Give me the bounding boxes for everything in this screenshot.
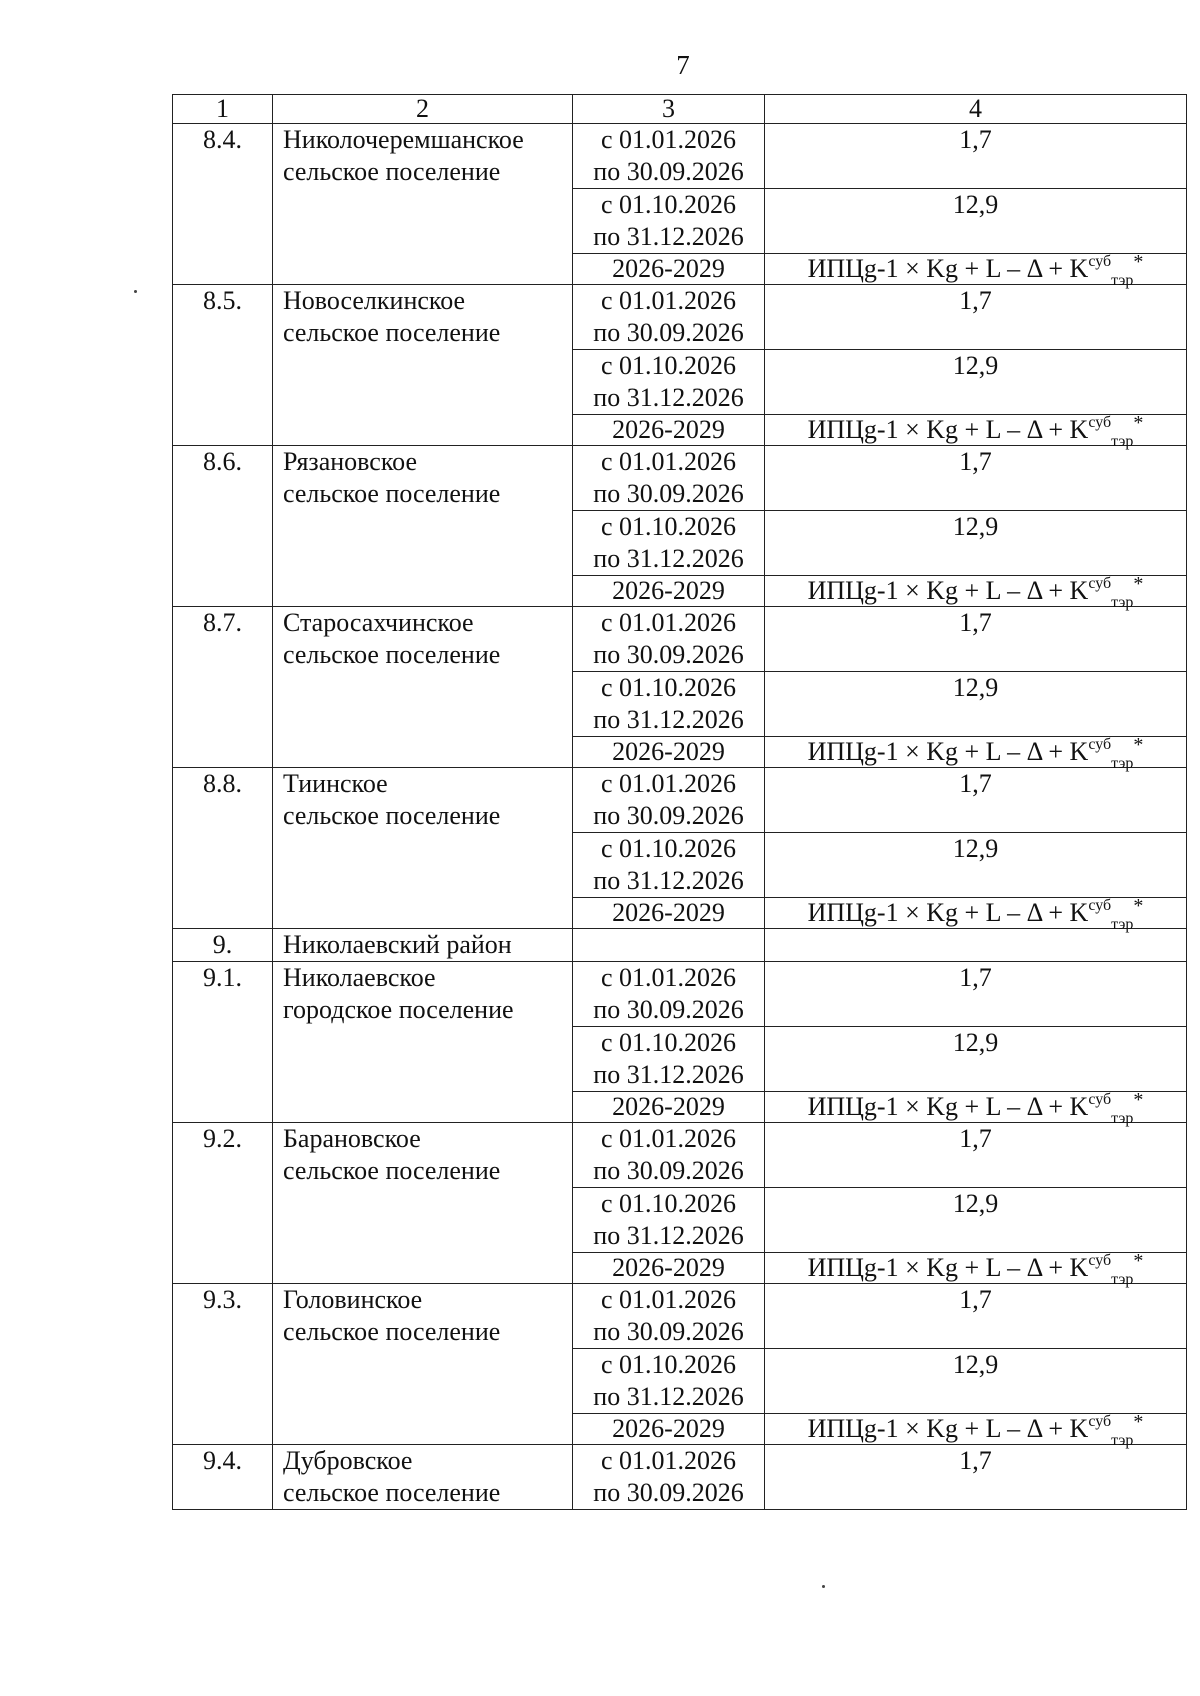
value-cell: 1,7 [765, 1123, 1187, 1188]
formula-footnote-mark: * [1133, 1089, 1144, 1111]
period-cell [573, 1284, 765, 1349]
formula-subscript: тэр [1111, 433, 1134, 450]
formula-footnote-mark: * [1133, 1411, 1144, 1433]
period-end: по 30.09.2026 [593, 1478, 744, 1507]
formula-superscript: суб [1088, 736, 1112, 753]
period-cell [573, 350, 765, 415]
period-end: по 30.09.2026 [593, 801, 744, 830]
period-start: с 01.10.2026 [600, 673, 737, 702]
table-row [173, 1445, 1187, 1510]
period-cell [573, 511, 765, 576]
period-start: с 01.10.2026 [600, 834, 737, 863]
formula-cell [765, 1411, 1187, 1449]
row-number: 9.3. [173, 1284, 273, 1445]
formula-footnote-mark: * [1133, 412, 1144, 434]
period-end: по 31.12.2026 [593, 1382, 744, 1411]
period-start: с 01.01.2026 [600, 1124, 737, 1153]
period-start: с 01.01.2026 [600, 286, 737, 315]
formula-subscript: тэр [1111, 594, 1134, 611]
period-cell [573, 124, 765, 189]
page-number: 7 [676, 50, 690, 80]
value-cell: 1,7 [765, 1284, 1187, 1349]
period-start: с 01.10.2026 [600, 190, 737, 219]
period-end: по 30.09.2026 [593, 479, 744, 508]
settlement-name-line: Головинское [283, 1285, 423, 1314]
settlement-name-line: сельское поселение [283, 801, 501, 830]
row-number: 9.4. [173, 1445, 273, 1510]
formula-footnote-mark: * [1133, 251, 1144, 273]
scan-speck [822, 1585, 825, 1588]
formula-superscript: суб [1088, 1091, 1112, 1108]
formula-superscript: суб [1088, 1252, 1112, 1269]
period-start: с 01.10.2026 [600, 1189, 737, 1218]
settlement-name-line: сельское поселение [283, 1478, 501, 1507]
formula-text: ИПЦg-1 × Kg + L – Δ + K [807, 898, 1089, 927]
settlement-name [273, 962, 573, 1123]
formula-text: ИПЦg-1 × Kg + L – Δ + K [807, 1092, 1089, 1121]
table-row [173, 607, 1187, 672]
period-end: по 31.12.2026 [593, 866, 744, 895]
period-start: с 01.01.2026 [600, 1446, 737, 1475]
settlement-name [273, 285, 573, 446]
header-cell: 3 [573, 95, 765, 124]
settlement-name-line: Старосахчинское [283, 608, 474, 637]
settlement-name-line: Николаевское [283, 963, 436, 992]
formula-superscript: суб [1088, 1413, 1112, 1430]
period-cell [573, 672, 765, 737]
period-cell [573, 1188, 765, 1253]
period-start: с 01.10.2026 [600, 512, 737, 541]
formula-subscript: тэр [1111, 755, 1134, 772]
period-start: с 01.10.2026 [600, 351, 737, 380]
period-cell [573, 1027, 765, 1092]
period-cell [573, 285, 765, 350]
formula-subscript: тэр [1111, 1110, 1134, 1127]
period-start: с 01.01.2026 [600, 1285, 737, 1314]
formula-footnote-mark: * [1133, 1250, 1144, 1272]
years-cell: 2026-2029 [573, 1092, 765, 1123]
row-number: 8.6. [173, 446, 273, 607]
years-cell: 2026-2029 [573, 1253, 765, 1284]
period-end: по 31.12.2026 [593, 705, 744, 734]
formula-text: ИПЦg-1 × Kg + L – Δ + K [807, 254, 1089, 283]
formula-subscript: тэр [1111, 916, 1134, 933]
formula-text: ИПЦg-1 × Kg + L – Δ + K [807, 415, 1089, 444]
period-end: по 30.09.2026 [593, 640, 744, 669]
period-end: по 30.09.2026 [593, 995, 744, 1024]
tariff-table-body [173, 95, 1187, 1510]
settlement-name-line: сельское поселение [283, 318, 501, 347]
period-start: с 01.10.2026 [600, 1028, 737, 1057]
table-row [173, 962, 1187, 1027]
settlement-name-line: Новоселкинское [283, 286, 466, 315]
settlement-name [273, 1123, 573, 1284]
value-cell: 12,9 [765, 1188, 1187, 1253]
period-cell [573, 833, 765, 898]
value-cell: 1,7 [765, 768, 1187, 833]
period-end: по 30.09.2026 [593, 1317, 744, 1346]
formula-subscript: тэр [1111, 1271, 1134, 1288]
period-end: по 31.12.2026 [593, 1060, 744, 1089]
value-cell: 12,9 [765, 1349, 1187, 1414]
header-cell: 1 [173, 95, 273, 124]
settlement-name-line: Рязановское [283, 447, 417, 476]
table-row [173, 768, 1187, 833]
years-cell: 2026-2029 [573, 737, 765, 768]
formula-text: ИПЦg-1 × Kg + L – Δ + K [807, 1414, 1089, 1443]
formula-superscript: суб [1088, 253, 1112, 270]
settlement-name-line: Барановское [283, 1124, 421, 1153]
period-start: с 01.01.2026 [600, 447, 737, 476]
period-end: по 31.12.2026 [593, 1221, 744, 1250]
years-cell: 2026-2029 [573, 415, 765, 446]
settlement-name [273, 607, 573, 768]
empty-cell [573, 929, 765, 962]
formula-cell [765, 1089, 1187, 1127]
period-start: с 01.01.2026 [600, 769, 737, 798]
value-cell: 12,9 [765, 833, 1187, 898]
period-start: с 01.01.2026 [600, 125, 737, 154]
formula-cell [765, 1250, 1187, 1288]
period-end: по 31.12.2026 [593, 544, 744, 573]
formula-superscript: суб [1088, 897, 1112, 914]
table-row [173, 1284, 1187, 1349]
formula-superscript: суб [1088, 414, 1112, 431]
settlement-name-line: сельское поселение [283, 640, 501, 669]
value-cell: 1,7 [765, 962, 1187, 1027]
value-cell: 1,7 [765, 1445, 1187, 1510]
table-row [173, 929, 1187, 962]
period-cell [573, 1123, 765, 1188]
row-number: 9.2. [173, 1123, 273, 1284]
period-cell [573, 1349, 765, 1414]
formula-superscript: суб [1088, 575, 1112, 592]
value-cell: 1,7 [765, 607, 1187, 672]
settlement-name [273, 1284, 573, 1445]
years-cell: 2026-2029 [573, 254, 765, 285]
settlement-name-line: сельское поселение [283, 1156, 501, 1185]
table-row [173, 124, 1187, 189]
period-cell [573, 446, 765, 511]
formula-footnote-mark: * [1133, 895, 1144, 917]
period-start: с 01.10.2026 [600, 1350, 737, 1379]
value-cell: 12,9 [765, 189, 1187, 254]
period-cell [573, 962, 765, 1027]
formula-subscript: тэр [1111, 272, 1134, 289]
settlement-name [273, 446, 573, 607]
settlement-name-line: сельское поселение [283, 157, 501, 186]
tariff-table [172, 94, 1187, 1510]
row-number: 9. [173, 929, 273, 962]
formula-cell [765, 734, 1187, 772]
row-number: 8.8. [173, 768, 273, 929]
period-end: по 30.09.2026 [593, 157, 744, 186]
district-name: Николаевский район [273, 929, 573, 962]
settlement-name [273, 768, 573, 929]
years-cell: 2026-2029 [573, 576, 765, 607]
table-row [173, 285, 1187, 350]
table-row [173, 446, 1187, 511]
scan-speck [134, 290, 137, 293]
settlement-name-line: сельское поселение [283, 479, 501, 508]
settlement-name-line: городское поселение [283, 995, 514, 1024]
row-number: 8.5. [173, 285, 273, 446]
header-cell: 4 [765, 95, 1187, 124]
settlement-name [273, 124, 573, 285]
value-cell: 12,9 [765, 1027, 1187, 1092]
settlement-name-line: сельское поселение [283, 1317, 501, 1346]
value-cell: 1,7 [765, 446, 1187, 511]
value-cell: 1,7 [765, 124, 1187, 189]
period-cell [573, 1445, 765, 1510]
period-start: с 01.01.2026 [600, 963, 737, 992]
formula-text: ИПЦg-1 × Kg + L – Δ + K [807, 737, 1089, 766]
period-cell [573, 768, 765, 833]
value-cell: 12,9 [765, 672, 1187, 737]
header-row [173, 95, 1187, 124]
period-end: по 30.09.2026 [593, 318, 744, 347]
value-cell: 1,7 [765, 285, 1187, 350]
period-cell [573, 607, 765, 672]
formula-cell [765, 573, 1187, 611]
formula-footnote-mark: * [1133, 734, 1144, 756]
settlement-name-line: Тиинское [283, 769, 388, 798]
formula-text: ИПЦg-1 × Kg + L – Δ + K [807, 1253, 1089, 1282]
row-number: 8.4. [173, 124, 273, 285]
period-end: по 31.12.2026 [593, 383, 744, 412]
value-cell: 12,9 [765, 511, 1187, 576]
years-cell: 2026-2029 [573, 1414, 765, 1445]
settlement-name-line: Николочеремшанское [283, 125, 524, 154]
period-cell [573, 189, 765, 254]
table-row [173, 1123, 1187, 1188]
formula-subscript: тэр [1111, 1432, 1134, 1449]
header-cell: 2 [273, 95, 573, 124]
period-end: по 31.12.2026 [593, 222, 744, 251]
period-start: с 01.01.2026 [600, 608, 737, 637]
row-number: 9.1. [173, 962, 273, 1123]
row-number: 8.7. [173, 607, 273, 768]
empty-cell [765, 929, 1187, 962]
formula-cell [765, 895, 1187, 933]
settlement-name [273, 1445, 573, 1510]
formula-cell [765, 412, 1187, 450]
formula-footnote-mark: * [1133, 573, 1144, 595]
years-cell: 2026-2029 [573, 898, 765, 929]
formula-text: ИПЦg-1 × Kg + L – Δ + K [807, 576, 1089, 605]
settlement-name-line: Дубровское [283, 1446, 413, 1475]
value-cell: 12,9 [765, 350, 1187, 415]
formula-cell [765, 251, 1187, 289]
period-end: по 30.09.2026 [593, 1156, 744, 1185]
